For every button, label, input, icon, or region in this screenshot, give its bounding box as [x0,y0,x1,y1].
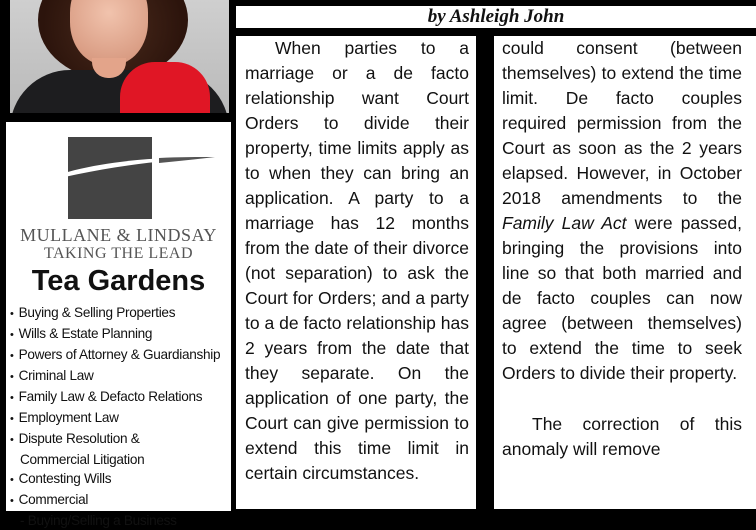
service-item: • Buying & Selling Properties [10,303,220,324]
service-item: • Powers of Attorney & Guardianship [10,345,220,366]
author-portrait [10,0,229,113]
article-column-1 [236,36,476,509]
article-paragraph: When parties to a marriage or a de facto relationship want Court Orders to divide their property, time limits apply as to when they can bring an application. A party to a marriage has 12 months from the date of their divorce (not separation) to ask the Court for Orders; and a party to a de facto relationship has 2 years from the date that they separate. On the application of one party, the Court can give permission to extend this time limit in certain circumstances. [245,38,469,483]
office-location: Tea Gardens [31,265,206,297]
logo-swoosh-icon [19,135,219,195]
service-item: - Buying/Selling a Business [20,513,177,528]
article-paragraph: could consent (between themselves) to extend the time limit. De facto couples required permission from the Court as soon as the 2 years elapsed. However, in October 2018 amendments to the Family Law Act were passed, bringing the provisions into line so that both married and de facto couples can now agree (between themselves) to extend the time to seek Orders to divide their property. [502,38,742,383]
service-item: • Contesting Wills [10,469,220,490]
act-title: Family Law Act [502,213,627,233]
service-item: Commercial Litigation [20,452,145,467]
law-firm-advertisement [6,122,231,528]
service-item: • Family Law & Defacto Relations [10,387,220,408]
article-column-2 [494,36,756,509]
service-item: • Dispute Resolution & [10,429,220,450]
firm-tagline: TAKING THE LEAD [43,245,193,262]
firm-name: MULLANE & LINDSAY [20,225,217,245]
service-item: • Commercial [10,490,220,511]
article-paragraph: The correction of this anomaly will remove [502,414,742,459]
service-item: • Criminal Law [10,366,220,387]
service-item: • Employment Law [10,408,220,429]
service-item: • Wills & Estate Planning [10,324,220,345]
article-byline: by Ashleigh John [236,6,756,28]
services-list [10,303,220,530]
